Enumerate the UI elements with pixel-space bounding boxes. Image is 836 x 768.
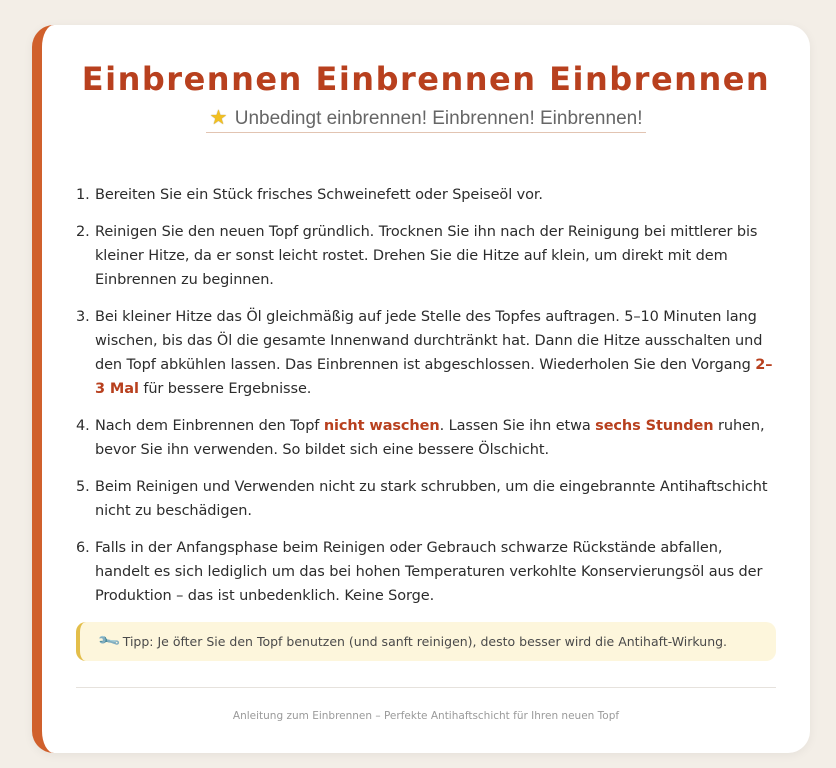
page-title: Einbrennen Einbrennen Einbrennen [81,60,771,98]
step-text: Bei kleiner Hitze das Öl gleichmäßig auf jede Stelle des Topfes auftragen. 5–10 Minuten lang wischen, bis das Öl die gesamte Innenwand durchtränkt hat. Dann die Hitze ausschalten und den Topf abkühlen lassen. Das Einbrennen ist abgeschlossen. Wiederholen Sie den Vorgang [95,309,763,373]
highlight-no-wash: nicht waschen [323,418,440,434]
list-item [76,414,780,462]
highlight-repeat-count: 2–3 Mal [95,357,773,397]
list-item [76,536,780,608]
step-number: 2. [76,224,90,240]
step-number: 4. [76,418,90,434]
step-number: 5. [76,479,90,495]
star-icon: ★ [209,107,228,129]
list-item [76,220,780,292]
step-number: 1. [76,187,90,203]
step-text: Nach dem Einbrennen den Topf [95,418,324,434]
step-number: 6. [76,540,90,556]
footer-divider [76,687,776,688]
wrench-icon: 🔧 [96,628,122,654]
step-text: Reinigen Sie den neuen Topf gründlich. Trocknen Sie ihn nach der Reinigung bei mittlerer bis kleiner Hitze, da er sonst leicht rostet. Drehen Sie die Hitze auf klein, um direkt mit dem Einbrennen zu beginnen. [95,224,758,288]
step-text: ruhen, bevor Sie ihn verwenden. So bildet sich eine bessere Ölschicht. [95,418,765,458]
subtitle-container [42,105,810,133]
subtitle-text: Unbedingt einbrennen! Einbrennen! Einbrennen! [234,108,643,129]
footer-text: Anleitung zum Einbrennen – Perfekte Antihaftschicht für Ihren neuen Topf [232,710,620,722]
step-number: 3. [76,309,90,325]
tip-box [76,622,776,661]
highlight-six-hours: sechs Stunden [595,418,714,434]
step-text: Falls in der Anfangsphase beim Reinigen oder Gebrauch schwarze Rückstände abfallen, handelt es sich lediglich um das bei hohen Temperaturen verkohlte Konservierungsöl aus der Produktion – das ist unbedenklich. Keine Sorge. [95,540,763,604]
step-text: Bereiten Sie ein Stück frisches Schweinefett oder Speiseöl vor. [95,187,543,203]
list-item [76,183,780,207]
steps-list [76,183,780,621]
step-text: Beim Reinigen und Verwenden nicht zu stark schrubben, um die eingebrannte Antihaftschicht nicht zu beschädigen. [95,479,768,519]
subtitle [206,105,647,133]
instruction-card [32,25,810,753]
step-text: für bessere Ergebnisse. [138,381,312,397]
step-text: . Lassen Sie ihn etwa [439,418,596,434]
list-item [76,305,780,401]
tip-text: Tipp: Je öfter Sie den Topf benutzen (und sanft reinigen), desto besser wird die Antihaft-Wirkung. [122,634,728,649]
list-item [76,475,780,523]
